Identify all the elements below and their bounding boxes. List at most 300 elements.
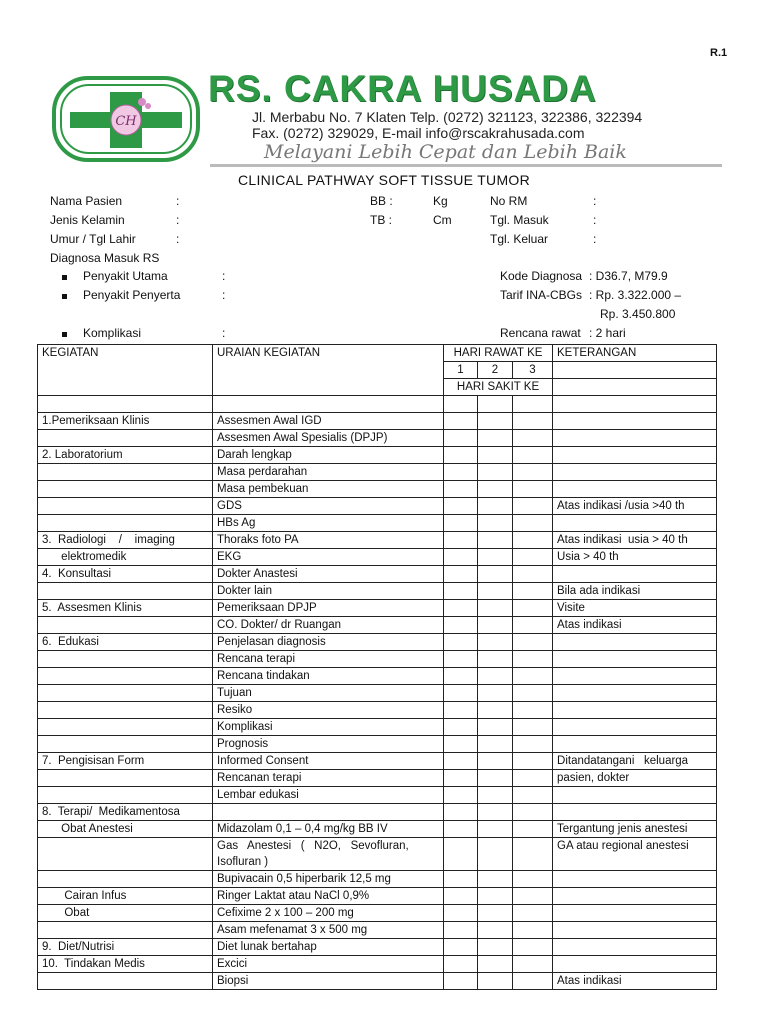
cell-day-1 [444,770,478,787]
cell-uraian-text: GDS [217,500,242,512]
value-kode-diagnosa: : D36.7, M79.9 [589,269,668,283]
cell-day-3 [513,821,553,838]
cell-day-2 [478,651,513,668]
cell-keterangan [553,939,717,956]
cell-day-1 [444,549,478,566]
cell-day-3 [513,702,553,719]
cell-kegiatan [38,447,213,464]
cell-day-3 [513,787,553,804]
cell-day-1 [444,753,478,770]
cell-day-1 [444,430,478,447]
cell-keterangan-text: Ditandatangani keluarga [557,755,689,767]
cell-day-3 [513,532,553,549]
table-row [38,515,717,532]
value-tarif: : Rp. 3.322.000 – [589,288,682,302]
table-row [38,617,717,634]
cell-uraian-text: Dokter Anastesi [217,568,298,580]
cell-uraian [213,515,444,532]
colon: : [176,232,180,246]
label-penyakit-penyerta: Penyakit Penyerta [83,288,181,302]
cell-kegiatan [38,939,213,956]
cell-uraian [213,956,444,973]
cell-keterangan [553,464,717,481]
cell-kegiatan-text: elektromedik [42,551,127,563]
cell-day-1 [444,515,478,532]
cell-uraian [213,821,444,838]
cell-kegiatan [38,413,213,430]
cell-day-1 [444,566,478,583]
cell-kegiatan-text: 2. Laboratorium [42,449,123,461]
cell-keterangan-text: Atas indikasi /usia >40 th [557,500,685,512]
cell-day-2 [478,804,513,821]
header-divider [210,164,722,167]
table-row [38,804,717,821]
cell-day-3 [513,498,553,515]
table-row [38,549,717,566]
header-hari-rawat: HARI RAWAT KE [444,345,553,362]
cell-day-3 [513,566,553,583]
cell-day-1 [444,736,478,753]
cell-day-1 [444,651,478,668]
cell-day-3 [513,600,553,617]
table-row [38,532,717,549]
cell-keterangan [553,515,717,532]
cell-kegiatan [38,600,213,617]
label-penyakit-utama: Penyakit Utama [83,269,168,283]
cell-day-2 [478,600,513,617]
cell-uraian [213,888,444,905]
cell-uraian [213,719,444,736]
cell-day-3 [513,481,553,498]
cell-kegiatan [38,515,213,532]
cell-uraian [213,532,444,549]
hospital-logo-icon [52,76,200,162]
cell-uraian [213,922,444,939]
cell-uraian-text: Assesmen Awal Spesialis (DPJP) [217,432,388,444]
cell-day-1 [444,939,478,956]
label-rencana-rawat: Rencana rawat [500,326,581,340]
cell-kegiatan [38,583,213,600]
cell-day-2 [478,939,513,956]
table-row [38,821,717,838]
cell-day-3 [513,617,553,634]
cell-kegiatan-text: 3. Radiologi / imaging [42,534,175,546]
cell-day-2 [478,905,513,922]
cell-day-3 [513,719,553,736]
cell-kegiatan [38,481,213,498]
cell-day-2 [478,838,513,871]
cell-uraian [213,583,444,600]
cell-uraian [213,702,444,719]
cell-day-3 [513,464,553,481]
cell-day-1 [444,905,478,922]
cell-uraian-text: Rencana tindakan [217,670,310,682]
cell-kegiatan [38,736,213,753]
table-row [38,498,717,515]
table-row [38,668,717,685]
cell-day-2 [478,430,513,447]
cell-day-1 [444,447,478,464]
cell-keterangan [553,821,717,838]
cell-day-1 [444,838,478,871]
cell-keterangan-text: Visite [557,602,585,614]
header-keterangan: KETERANGAN [553,345,717,362]
cell-kegiatan [38,532,213,549]
cell-kegiatan [38,871,213,888]
cell-day-1 [444,600,478,617]
cell-keterangan-text: pasien, dokter [557,772,630,784]
cell-uraian-text: Rencana terapi [217,653,295,665]
cell-keterangan [553,498,717,515]
unit-cm: Cm [433,213,452,227]
table-row [38,430,717,447]
cell-day-1 [444,583,478,600]
cell-keterangan [553,905,717,922]
cell-uraian [213,481,444,498]
cell-uraian [213,770,444,787]
cell-day-3 [513,956,553,973]
cell-uraian-text: Informed Consent [217,755,309,767]
label-jenis-kelamin: Jenis Kelamin [50,213,125,227]
cell-day-2 [478,736,513,753]
cell-day-3 [513,668,553,685]
cell-uraian-text: Komplikasi [217,721,273,733]
cell-keterangan [553,617,717,634]
bullet-icon [62,294,67,299]
cell-day-2 [478,634,513,651]
cell-keterangan [553,549,717,566]
cell-uraian-text: Asam mefenamat 3 x 500 mg [217,924,368,936]
cell-kegiatan [38,651,213,668]
value-rencana-rawat: : 2 hari [589,326,626,340]
hospital-name: RS. CAKRA HUSADA [208,68,597,109]
table-row [38,464,717,481]
cell-day-1 [444,481,478,498]
cell-uraian [213,464,444,481]
cell-kegiatan-text: 10. Tindakan Medis [42,958,145,970]
cell-day-2 [478,719,513,736]
cell-uraian [213,804,444,821]
table-row [38,447,717,464]
cell-day-3 [513,685,553,702]
label-bb: BB : [370,194,393,208]
cell-uraian [213,753,444,770]
cell-uraian [213,549,444,566]
table-row [38,871,717,888]
table-row [38,685,717,702]
cell-day-3 [513,515,553,532]
cell-uraian [213,668,444,685]
cell-day-1 [444,719,478,736]
cell-day-3 [513,583,553,600]
cell-keterangan [553,922,717,939]
cell-uraian-text: Masa perdarahan [217,466,308,478]
cell-kegiatan [38,922,213,939]
cell-kegiatan [38,838,213,871]
cell-kegiatan [38,498,213,515]
cell-day-3 [513,549,553,566]
cell-keterangan [553,651,717,668]
table-row [38,719,717,736]
cell-keterangan-text: Atas indikasi [557,975,622,987]
cell-kegiatan [38,905,213,922]
label-kode-diagnosa: Kode Diagnosa [500,269,583,283]
cell-day-1 [444,668,478,685]
cell-uraian [213,787,444,804]
table-row [38,905,717,922]
cell-uraian-text: HBs Ag [217,517,256,529]
cell-uraian-text-2: Isofluran ) [217,856,269,868]
cell-day-3 [513,922,553,939]
cell-day-2 [478,871,513,888]
cell-day-3 [513,736,553,753]
colon: : [222,269,226,283]
cell-day-3 [513,447,553,464]
cell-uraian [213,447,444,464]
cell-day-1 [444,821,478,838]
cell-kegiatan [38,973,213,990]
cell-keterangan [553,600,717,617]
cell-keterangan [553,668,717,685]
cell-uraian [213,871,444,888]
cell-kegiatan-text: 7. Pengisisan Form [42,755,145,767]
cell-keterangan [553,973,717,990]
table-row [38,600,717,617]
cell-day-2 [478,956,513,973]
cell-kegiatan-text: 9. Diet/Nutrisi [42,941,115,953]
cell-uraian [213,939,444,956]
cell-day-3 [513,888,553,905]
label-tgl-masuk: Tgl. Masuk [490,213,549,227]
cell-day-2 [478,532,513,549]
label-umur: Umur / Tgl Lahir [50,232,136,246]
cell-day-2 [478,685,513,702]
cell-kegiatan [38,617,213,634]
cell-uraian [213,617,444,634]
cell-day-1 [444,634,478,651]
cell-day-3 [513,430,553,447]
colon: : [593,194,597,208]
table-row [38,753,717,770]
cell-kegiatan [38,888,213,905]
label-komplikasi: Komplikasi [83,326,142,340]
cell-uraian-text: Pemeriksaan DPJP [217,602,317,614]
cell-uraian-text: Cefixime 2 x 100 – 200 mg [217,907,354,919]
cell-uraian-text: Prognosis [217,738,269,750]
cell-day-1 [444,532,478,549]
cell-kegiatan-text: 6. Edukasi [42,636,99,648]
cell-day-2 [478,821,513,838]
label-nama-pasien: Nama Pasien [50,194,123,208]
cell-kegiatan [38,430,213,447]
cell-uraian-text: Excici [217,958,248,970]
header-keterangan-blank [553,379,717,396]
cell-day-2 [478,447,513,464]
cell-keterangan [553,430,717,447]
cell-day-1 [444,464,478,481]
table-row [38,634,717,651]
cell-uraian-text: Biopsi [217,975,249,987]
cell-day-3 [513,838,553,871]
cell-uraian-text: Ringer Laktat atau NaCl 0,9% [217,890,370,902]
cell-keterangan-text: Tergantung jenis anestesi [557,823,688,835]
cell-uraian-text: Gas Anestesi ( N2O, Sevofluran, [217,840,409,852]
header-uraian: URAIAN KEGIATAN [213,345,444,396]
cell-uraian-text: Assesmen Awal IGD [217,415,322,427]
cell-kegiatan-text: Cairan Infus [42,890,127,902]
header-keterangan-blank [553,362,717,379]
cell-keterangan [553,804,717,821]
cell-uraian [213,651,444,668]
cell-kegiatan [38,464,213,481]
value-tarif-2: Rp. 3.450.800 [600,307,676,321]
table-row [38,922,717,939]
bullet-icon [62,332,67,337]
header-day-3: 3 [513,362,553,379]
cell-day-1 [444,702,478,719]
table-row [38,736,717,753]
cell-day-3 [513,634,553,651]
cell-keterangan [553,583,717,600]
cell-kegiatan [38,566,213,583]
cell-day-2 [478,515,513,532]
cell-kegiatan [38,634,213,651]
colon: : [176,213,180,227]
cell-day-2 [478,549,513,566]
cell-day-2 [478,753,513,770]
hospital-contact: Fax. (0272) 329029, E-mail info@rscakrahusada.com [252,125,585,141]
table-row [38,956,717,973]
cell-uraian [213,634,444,651]
cell-day-3 [513,871,553,888]
cell-uraian-text: Lembar edukasi [217,789,299,801]
cell-day-1 [444,973,478,990]
cell-keterangan-text: Atas indikasi [557,619,622,631]
cell-day-1 [444,922,478,939]
cell-uraian [213,566,444,583]
cell-kegiatan [38,702,213,719]
cell-uraian-text: CO. Dokter/ dr Ruangan [217,619,342,631]
cell-day-2 [478,702,513,719]
cell-day-2 [478,922,513,939]
cell-uraian-text: Bupivacain 0,5 hiperbarik 12,5 mg [217,873,391,885]
label-tb: TB : [370,213,393,227]
header-day-1: 1 [444,362,478,379]
cell-keterangan [553,719,717,736]
cell-day-2 [478,566,513,583]
cell-uraian [213,600,444,617]
cell-keterangan [553,413,717,430]
cell-day-3 [513,770,553,787]
table-row [38,973,717,990]
cell-kegiatan-text: Obat [42,907,90,919]
label-tarif: Tarif INA-CBGs [500,288,583,302]
cell-day-3 [513,939,553,956]
cell-keterangan [553,566,717,583]
cell-keterangan [553,787,717,804]
cell-uraian [213,838,444,871]
cell-keterangan-text: Usia > 40 th [557,551,619,563]
colon: : [593,232,597,246]
cell-uraian-text: Midazolam 0,1 – 0,4 mg/kg BB IV [217,823,388,835]
table-spacer-row [38,396,717,413]
cell-kegiatan-text: Obat Anestesi [42,823,133,835]
clinical-pathway-table [37,344,717,990]
header-day-2: 2 [478,362,513,379]
form-title: CLINICAL PATHWAY SOFT TISSUE TUMOR [237,172,531,188]
cell-day-1 [444,956,478,973]
cell-uraian [213,736,444,753]
cell-keterangan [553,736,717,753]
cell-day-1 [444,871,478,888]
cell-kegiatan-text: 4. Konsultasi [42,568,112,580]
table-row [38,787,717,804]
cell-uraian [213,685,444,702]
cell-kegiatan [38,821,213,838]
table-row [38,939,717,956]
cell-kegiatan [38,770,213,787]
table-row [38,583,717,600]
cell-keterangan [553,956,717,973]
table-row [38,481,717,498]
cell-keterangan [553,685,717,702]
cell-uraian-text: Masa pembekuan [217,483,309,495]
cell-day-2 [478,583,513,600]
cell-kegiatan [38,804,213,821]
cell-day-2 [478,770,513,787]
cell-keterangan [553,753,717,770]
cell-kegiatan [38,956,213,973]
cell-kegiatan [38,668,213,685]
cell-keterangan [553,702,717,719]
cell-day-2 [478,787,513,804]
cell-day-1 [444,787,478,804]
colon: : [222,326,226,340]
cell-day-1 [444,888,478,905]
cell-kegiatan [38,753,213,770]
table-row [38,702,717,719]
cell-day-1 [444,498,478,515]
cell-day-3 [513,753,553,770]
cell-kegiatan [38,685,213,702]
unit-kg: Kg [433,194,448,208]
label-tgl-keluar: Tgl. Keluar [490,232,549,246]
cell-day-1 [444,617,478,634]
cell-day-1 [444,413,478,430]
cell-day-2 [478,481,513,498]
cell-day-3 [513,905,553,922]
cell-uraian-text: Diet lunak bertahap [217,941,317,953]
cell-kegiatan [38,787,213,804]
colon: : [222,288,226,302]
colon: : [593,213,597,227]
cell-uraian [213,498,444,515]
cell-keterangan [553,634,717,651]
label-diagnosa-masuk: Diagnosa Masuk RS [50,251,160,265]
cell-uraian-text: Resiko [217,704,253,716]
cell-uraian-text: Tujuan [217,687,252,699]
cell-uraian-text: Thoraks foto PA [217,534,299,546]
cell-day-1 [444,804,478,821]
cell-keterangan [553,532,717,549]
table-row [38,566,717,583]
cell-keterangan [553,871,717,888]
table-row [38,888,717,905]
cell-uraian [213,973,444,990]
cell-day-1 [444,685,478,702]
cell-uraian-text: Darah lengkap [217,449,292,461]
logo-text: CH [115,114,137,129]
